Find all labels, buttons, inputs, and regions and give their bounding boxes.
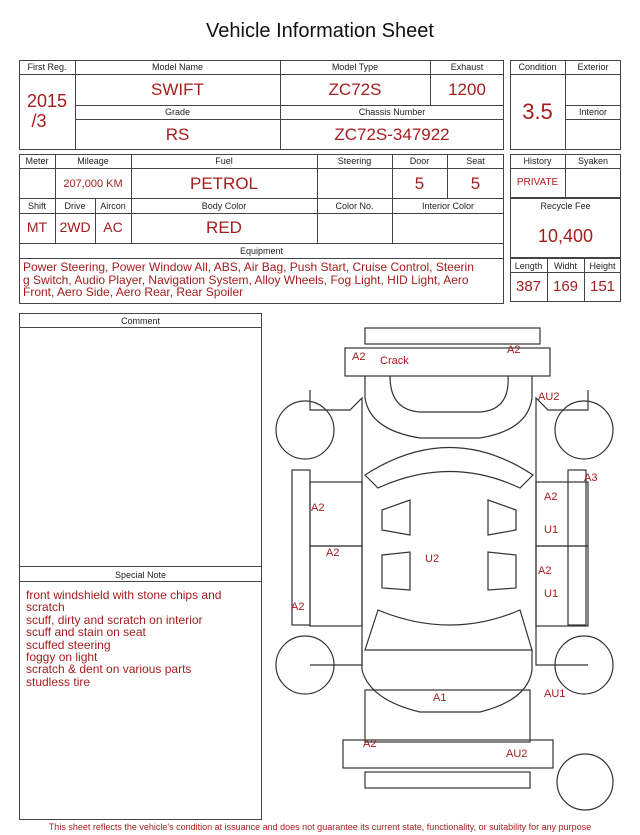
model-name-value: SWIFT	[151, 80, 204, 99]
drive-label: Drive	[64, 201, 86, 211]
right-window-front	[488, 500, 516, 535]
damage-roof: U2	[425, 553, 440, 565]
grade-value: RS	[165, 125, 190, 144]
history-label: History	[523, 156, 552, 166]
height-label: Height	[589, 261, 616, 271]
hood-inner	[390, 376, 508, 412]
model-name-label: Model Name	[151, 62, 204, 72]
damage-right-rear-door-2: U1	[544, 588, 559, 600]
recycle-fee-label: Recycle Fee	[540, 201, 591, 211]
body-color-value: RED	[206, 218, 242, 237]
aircon-value: AC	[103, 219, 123, 235]
first-reg-month: /3	[31, 111, 47, 131]
exterior-label: Exterior	[577, 62, 609, 72]
exhaust-value: 1200	[448, 80, 486, 99]
length-value: 387	[515, 278, 542, 295]
syaken-label: Syaken	[577, 156, 609, 166]
special-note-label: Special Note	[114, 570, 167, 580]
car-damage-diagram	[270, 320, 630, 820]
height-value: 151	[589, 278, 616, 295]
fuel-value: PETROL	[189, 174, 259, 193]
special-note-item: scratch & dent on various parts	[26, 662, 192, 677]
interior-color-label: Interior Color	[421, 201, 475, 211]
chassis-number-label: Chassis Number	[358, 107, 426, 117]
steering-label: Steering	[337, 156, 372, 166]
seat-label: Seat	[466, 156, 485, 166]
special-note-item: front windshield with stone chips and	[26, 588, 222, 602]
damage-front-right: A2	[507, 344, 521, 356]
first-reg-label: First Reg.	[27, 62, 67, 72]
windshield	[365, 448, 533, 489]
special-note-item: scuff and stain on seat	[26, 625, 146, 640]
exhaust-label: Exhaust	[450, 62, 484, 72]
rear-plate	[365, 772, 530, 788]
grade-label: Grade	[164, 107, 190, 117]
damage-right-rear-corner: AU1	[544, 688, 566, 700]
damage-right-rear-door-1: A2	[538, 565, 552, 577]
model-type-label: Model Type	[331, 62, 379, 72]
interior-label: Interior	[578, 107, 607, 117]
chassis-number-value: ZC72S-347922	[334, 125, 450, 144]
damage-front-windshield: Crack	[380, 355, 409, 367]
width-label: Widht	[553, 261, 577, 271]
left-window-front	[382, 500, 410, 535]
damage-left-front: A2	[311, 502, 325, 514]
special-note-item: foggy on light	[26, 650, 98, 665]
damage-front-left: A2	[352, 351, 366, 363]
recycle-fee-value: 10,400	[537, 226, 594, 246]
seat-value: 5	[470, 174, 481, 193]
damage-left-rear: A2	[291, 601, 305, 613]
right-side-strip	[568, 470, 586, 625]
aircon-label: Aircon	[100, 201, 126, 211]
damage-right-front-door-1: A2	[544, 491, 558, 503]
fuel-label: Fuel	[215, 156, 233, 166]
damage-rear-bumper-right: AU2	[506, 748, 528, 760]
door-value: 5	[414, 174, 425, 193]
shift-value: MT	[26, 219, 48, 235]
special-note-item: studless tire	[26, 674, 91, 689]
damage-left-middle: A2	[326, 547, 340, 559]
rear-quarter	[362, 650, 532, 712]
damage-rear-bumper-left: A2	[363, 738, 377, 750]
spare-tire	[557, 754, 613, 810]
right-window-rear	[488, 552, 516, 590]
equipment-label: Equipment	[239, 246, 284, 256]
body-left-outline	[310, 390, 362, 665]
special-note-item: scuff, dirty and scratch on interior	[26, 612, 203, 627]
meter-label: Meter	[25, 156, 49, 166]
equipment-line: g Switch, Audio Player, Navigation System, Alloy Wheels, Fog Light, HID Light, Aero	[23, 272, 469, 287]
condition-value: 3.5	[522, 99, 553, 124]
shift-label: Shift	[27, 201, 46, 211]
width-value: 169	[552, 278, 579, 295]
right-rear-door	[536, 546, 588, 626]
left-window-rear	[382, 552, 410, 590]
damage-right-front-door-2: U1	[544, 524, 559, 536]
damage-right-front-corner: AU2	[538, 391, 560, 403]
disclaimer-footer: This sheet reflects the vehicle's condition at issuance and does not guarantee its current state, functionality, or suitability for any purpose	[48, 822, 592, 832]
body-color-label: Body Color	[201, 201, 247, 211]
mileage-value: 207,000 KM	[63, 178, 123, 190]
front-plate	[365, 328, 540, 344]
equipment-line: Power Steering, Power Window All, ABS, Air Bag, Push Start, Cruise Control, Steerin	[23, 260, 474, 274]
length-label: Length	[514, 261, 543, 271]
special-note-item: scuffed steering	[26, 637, 111, 652]
model-type-value: ZC72S	[328, 80, 382, 99]
comment-label: Comment	[120, 316, 160, 326]
equipment-text	[23, 261, 501, 299]
damage-rear-window: A1	[433, 692, 447, 704]
history-value: PRIVATE	[516, 177, 559, 188]
drive-value: 2WD	[59, 219, 91, 235]
wheel-front-left	[276, 401, 334, 459]
page-title: Vehicle Information Sheet	[206, 20, 434, 42]
rear-window	[365, 610, 532, 650]
equipment-line: Front, Aero Side, Aero Rear, Rear Spoiler	[23, 285, 244, 299]
color-no-label: Color No.	[335, 201, 374, 211]
first-reg-year: 2015	[26, 91, 68, 111]
special-note-list	[26, 589, 258, 688]
rear-hatch	[365, 690, 530, 742]
special-note-item: scratch	[26, 600, 65, 615]
damage-right-mirror: A3	[584, 472, 598, 484]
condition-label: Condition	[518, 62, 557, 72]
door-label: Door	[409, 156, 430, 166]
mileage-label: Mileage	[77, 156, 109, 166]
left-front-door	[310, 482, 362, 546]
